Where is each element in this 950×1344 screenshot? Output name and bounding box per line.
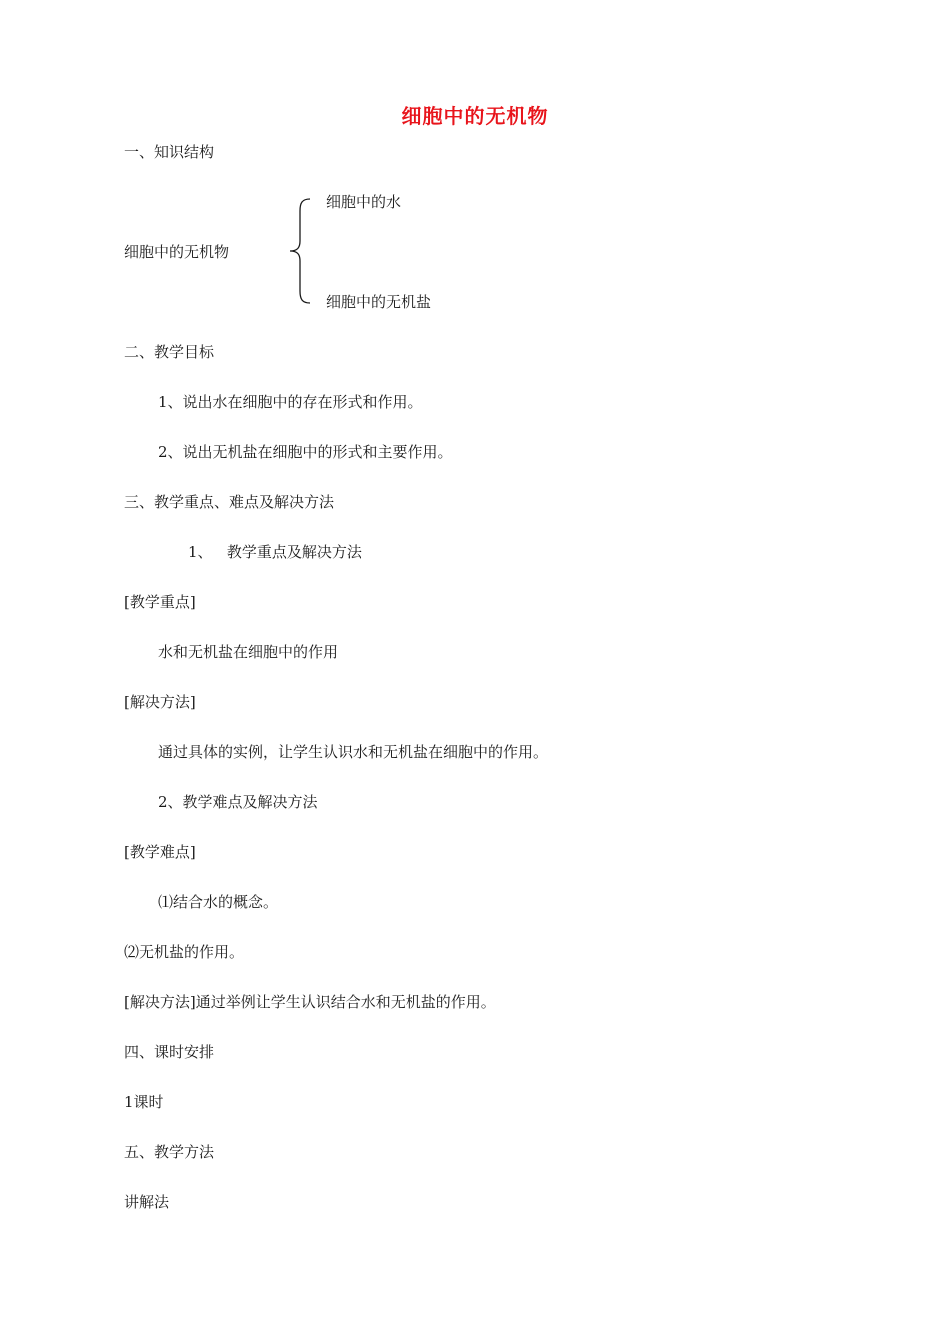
difficulty-item-1: ⑴结合水的概念。 <box>158 893 279 911</box>
section-heading-structure: 一、知识结构 <box>124 143 215 161</box>
goal-item-1: 1、说出水在细胞中的存在形式和作用。 <box>158 393 423 411</box>
difficulty-solution-method: [解决方法]通过举例让学生认识结合水和无机盐的作用。 <box>124 993 496 1011</box>
subheading-difficulty: 2、教学难点及解决方法 <box>158 793 318 811</box>
label-difficulty: [教学难点] <box>124 843 196 861</box>
section-heading-teaching-method: 五、教学方法 <box>124 1143 215 1161</box>
difficulty-item-2: ⑵无机盐的作用。 <box>124 943 245 961</box>
solution-method-content: 通过具体的实例，让学生认识水和无机盐在细胞中的作用。 <box>158 743 549 761</box>
schedule-value: 1课时 <box>124 1093 164 1111</box>
section-heading-schedule: 四、课时安排 <box>124 1043 215 1061</box>
structure-branch-salt: 细胞中的无机盐 <box>326 293 432 311</box>
label-solution-method: [解决方法] <box>124 693 196 711</box>
label-key-point: [教学重点] <box>124 593 196 611</box>
section-heading-goals: 二、教学目标 <box>124 343 215 361</box>
goal-item-2: 2、说出无机盐在细胞中的形式和主要作用。 <box>158 443 453 461</box>
key-point-content: 水和无机盐在细胞中的作用 <box>158 643 339 661</box>
teaching-method-value: 讲解法 <box>124 1193 170 1211</box>
structure-branch-water: 细胞中的水 <box>326 193 402 211</box>
section-heading-key-points: 三、教学重点、难点及解决方法 <box>124 493 335 511</box>
subheading-key-points: 1、 教学重点及解决方法 <box>188 543 362 561</box>
structure-root: 细胞中的无机物 <box>124 243 230 261</box>
curly-brace-icon <box>288 197 312 305</box>
page-title: 细胞中的无机物 <box>401 104 549 128</box>
